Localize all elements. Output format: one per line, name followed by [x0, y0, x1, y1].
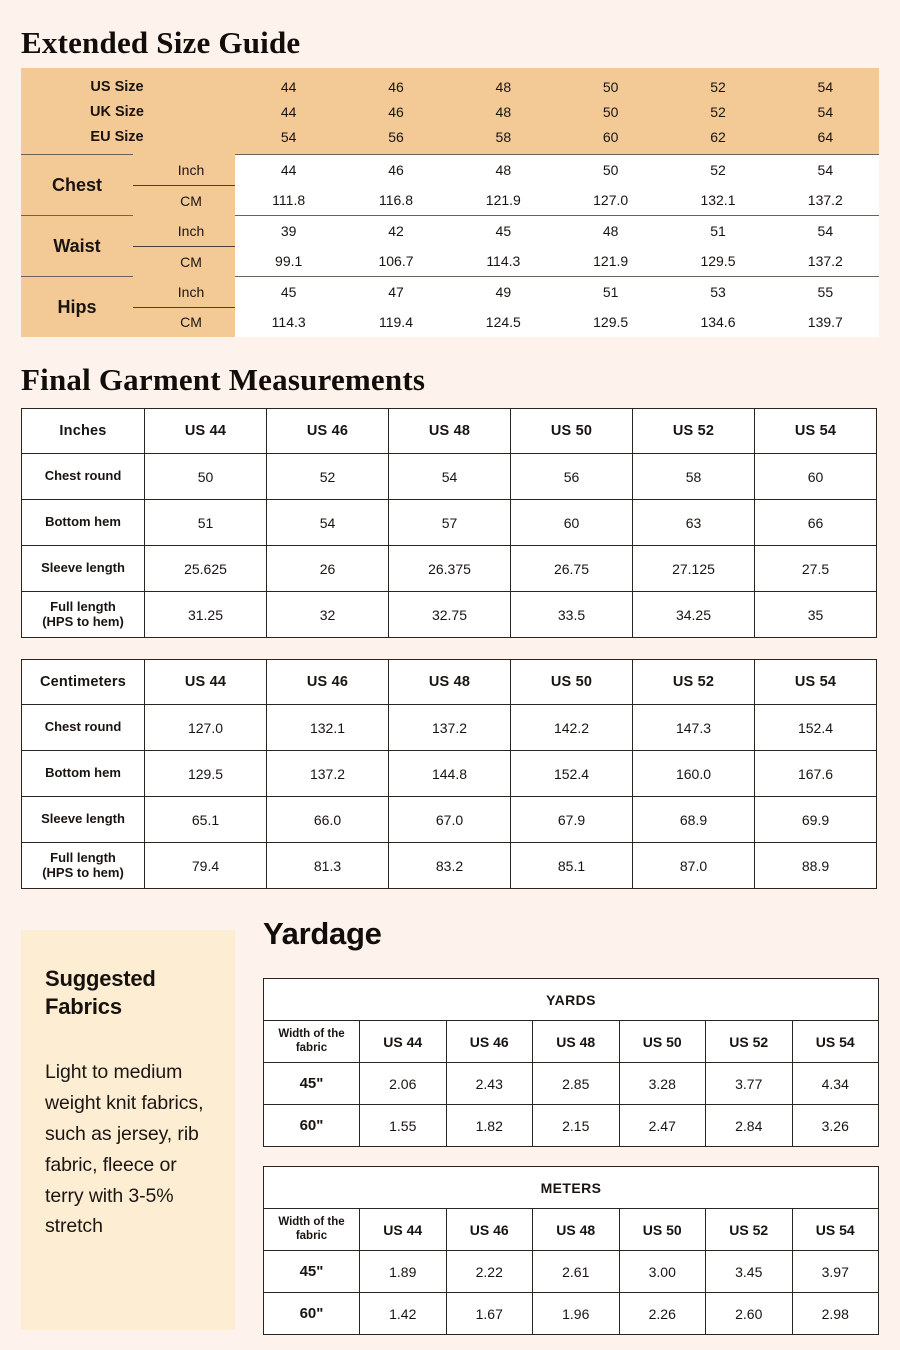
garment-value-cell: 32 [267, 592, 389, 638]
yardage-width-of-fabric-label [264, 1021, 360, 1063]
page-title-extended-size-guide: Extended Size Guide [21, 25, 301, 60]
size-value-cell: 52 [664, 99, 771, 124]
yardage-size-header: US 44 [360, 1209, 447, 1251]
garment-size-header: US 52 [633, 660, 755, 705]
size-guide-body-rows [21, 155, 879, 338]
measurement-value-cell: 114.3 [450, 246, 557, 277]
garment-size-header: US 54 [755, 660, 877, 705]
garment-value-cell: 69.9 [755, 797, 877, 843]
size-row-label: US Size [21, 68, 235, 99]
garment-size-header: US 54 [755, 409, 877, 454]
measurement-value-cell: 129.5 [664, 246, 771, 277]
garment-size-header: US 44 [145, 409, 267, 454]
yardage-size-header: US 48 [533, 1209, 620, 1251]
garment-value-cell: 127.0 [145, 705, 267, 751]
measurement-row [21, 155, 879, 186]
yardage-size-header: US 52 [706, 1209, 793, 1251]
yardage-width-of-fabric-label [264, 1209, 360, 1251]
garment-size-header: US 44 [145, 660, 267, 705]
yardage-value-cell: 2.26 [619, 1293, 706, 1335]
size-guide-header-rows [21, 68, 879, 155]
table-row [22, 705, 877, 751]
size-value-cell: 54 [772, 99, 879, 124]
measurement-row [21, 216, 879, 247]
garment-value-cell: 60 [755, 454, 877, 500]
garment-value-cell: 160.0 [633, 751, 755, 797]
table-row [264, 1063, 879, 1105]
yardage-value-cell: 1.82 [446, 1105, 533, 1147]
garment-row-label: Sleeve length [22, 797, 145, 843]
garment-value-cell: 34.25 [633, 592, 755, 638]
measurement-row [21, 307, 879, 337]
garment-value-cell: 152.4 [755, 705, 877, 751]
measurement-unit-label: CM [133, 307, 235, 337]
table-row [22, 751, 877, 797]
measurement-value-cell: 124.5 [450, 307, 557, 337]
measurement-value-cell: 134.6 [664, 307, 771, 337]
yardage-header-row [264, 1209, 879, 1251]
yardage-value-cell: 2.15 [533, 1105, 620, 1147]
size-row-us-size [21, 68, 879, 99]
measurement-value-cell: 45 [235, 277, 342, 308]
section-title-yardage: Yardage [263, 916, 382, 951]
garment-value-cell: 68.9 [633, 797, 755, 843]
garment-size-header: US 48 [389, 660, 511, 705]
yardage-table-title-yards: YARDS [264, 979, 879, 1021]
garment-value-cell: 27.5 [755, 546, 877, 592]
garment-row-label-line1: Full length [50, 598, 116, 614]
measurement-value-cell: 39 [235, 216, 342, 247]
size-value-cell: 54 [772, 68, 879, 99]
width-label-line2: fabric [295, 1229, 328, 1242]
suggested-fabrics-panel [21, 930, 235, 1330]
size-value-cell: 48 [450, 99, 557, 124]
table-row [22, 454, 877, 500]
garment-value-cell: 88.9 [755, 843, 877, 889]
garment-value-cell: 50 [145, 454, 267, 500]
garment-value-cell: 63 [633, 500, 755, 546]
suggested-fabrics-body-text: Light to medium weight knit fabrics, such as jersey, rib fabric, fleece or terry with 3-5% stretch [45, 1061, 204, 1238]
garment-value-cell: 35 [755, 592, 877, 638]
measurement-value-cell: 54 [772, 216, 879, 247]
garment-value-cell: 66 [755, 500, 877, 546]
measurement-value-cell: 114.3 [235, 307, 342, 337]
size-row-label: EU Size [21, 124, 235, 155]
yardage-value-cell: 2.85 [533, 1063, 620, 1105]
measurement-value-cell: 121.9 [557, 246, 664, 277]
yardage-title-row [264, 1167, 879, 1209]
yardage-size-header: US 54 [792, 1209, 879, 1251]
measurement-row [21, 246, 879, 277]
measurement-value-cell: 51 [664, 216, 771, 247]
size-row-eu-size [21, 124, 879, 155]
table-row [22, 546, 877, 592]
measurement-value-cell: 119.4 [342, 307, 449, 337]
table-body [22, 705, 877, 889]
garment-value-cell: 144.8 [389, 751, 511, 797]
suggested-fabrics-title-line2: Fabrics [45, 994, 122, 1020]
garment-value-cell: 32.75 [389, 592, 511, 638]
measurement-value-cell: 53 [664, 277, 771, 308]
measurement-value-cell: 137.2 [772, 185, 879, 216]
yardage-value-cell: 4.34 [792, 1063, 879, 1105]
garment-value-cell: 26.75 [511, 546, 633, 592]
size-value-cell: 44 [235, 68, 342, 99]
yardage-size-header: US 52 [706, 1021, 793, 1063]
measurement-value-cell: 137.2 [772, 246, 879, 277]
garment-value-cell: 26.375 [389, 546, 511, 592]
measurement-value-cell: 44 [235, 155, 342, 186]
yardage-title-row [264, 979, 879, 1021]
size-value-cell: 58 [450, 124, 557, 155]
garment-row-label-line2: (HPS to hem) [42, 613, 124, 629]
garment-value-cell: 142.2 [511, 705, 633, 751]
table-header-row [22, 660, 877, 705]
size-value-cell: 60 [557, 124, 664, 155]
yardage-value-cell: 3.00 [619, 1251, 706, 1293]
yardage-size-header: US 44 [360, 1021, 447, 1063]
garment-value-cell: 56 [511, 454, 633, 500]
table-header-row [22, 409, 877, 454]
garment-value-cell: 85.1 [511, 843, 633, 889]
garment-value-cell: 54 [389, 454, 511, 500]
measurement-value-cell: 139.7 [772, 307, 879, 337]
width-label-line2: fabric [295, 1041, 328, 1054]
size-value-cell: 50 [557, 68, 664, 99]
size-value-cell: 52 [664, 68, 771, 99]
yardage-table-title-meters: METERS [264, 1167, 879, 1209]
yardage-size-header: US 50 [619, 1021, 706, 1063]
yardage-value-cell: 1.42 [360, 1293, 447, 1335]
size-value-cell: 46 [342, 68, 449, 99]
garment-value-cell: 54 [267, 500, 389, 546]
garment-row-label-line2: (HPS to hem) [42, 864, 124, 880]
garment-size-header: US 46 [267, 660, 389, 705]
measurement-value-cell: 51 [557, 277, 664, 308]
garment-value-cell: 147.3 [633, 705, 755, 751]
table-body [22, 454, 877, 638]
garment-value-cell: 25.625 [145, 546, 267, 592]
yardage-header-row [264, 1021, 879, 1063]
measurement-unit-label: Inch [133, 216, 235, 247]
table-row [264, 1293, 879, 1335]
garment-value-cell: 137.2 [267, 751, 389, 797]
table-body [264, 1167, 879, 1335]
garment-value-cell: 81.3 [267, 843, 389, 889]
yardage-size-header: US 50 [619, 1209, 706, 1251]
garment-size-header: US 52 [633, 409, 755, 454]
yardage-value-cell: 2.43 [446, 1063, 533, 1105]
garment-value-cell: 65.1 [145, 797, 267, 843]
yardage-fabric-width-label: 45" [264, 1063, 360, 1105]
garment-value-cell: 83.2 [389, 843, 511, 889]
garment-value-cell: 60 [511, 500, 633, 546]
yardage-value-cell: 3.45 [706, 1251, 793, 1293]
size-value-cell: 56 [342, 124, 449, 155]
measurement-unit-label: CM [133, 185, 235, 216]
size-value-cell: 62 [664, 124, 771, 155]
measurement-value-cell: 42 [342, 216, 449, 247]
garment-value-cell: 57 [389, 500, 511, 546]
size-value-cell: 64 [772, 124, 879, 155]
garment-value-cell: 79.4 [145, 843, 267, 889]
size-guide-table [21, 68, 879, 337]
size-value-cell: 44 [235, 99, 342, 124]
size-value-cell: 54 [235, 124, 342, 155]
table-row [264, 1251, 879, 1293]
garment-value-cell: 132.1 [267, 705, 389, 751]
measurement-row [21, 185, 879, 216]
yardage-value-cell: 2.22 [446, 1251, 533, 1293]
garment-unit-header: Centimeters [22, 660, 145, 705]
yardage-value-cell: 2.60 [706, 1293, 793, 1335]
garment-value-cell: 27.125 [633, 546, 755, 592]
measurement-row [21, 277, 879, 308]
garment-value-cell: 26 [267, 546, 389, 592]
yardage-value-cell: 3.77 [706, 1063, 793, 1105]
garment-unit-header: Inches [22, 409, 145, 454]
garment-value-cell: 52 [267, 454, 389, 500]
size-row-uk-size [21, 99, 879, 124]
measurement-value-cell: 121.9 [450, 185, 557, 216]
garment-row-label: Bottom hem [22, 500, 145, 546]
yardage-value-cell: 1.55 [360, 1105, 447, 1147]
yardage-fabric-width-label: 60" [264, 1293, 360, 1335]
garment-row-label: Chest round [22, 454, 145, 500]
garment-size-header: US 50 [511, 409, 633, 454]
table-row [22, 500, 877, 546]
measurement-value-cell: 111.8 [235, 185, 342, 216]
table-row [22, 592, 877, 638]
yardage-size-header: US 46 [446, 1021, 533, 1063]
measurement-name-hips: Hips [21, 277, 133, 338]
measurement-value-cell: 45 [450, 216, 557, 247]
garment-size-header: US 50 [511, 660, 633, 705]
size-row-label: UK Size [21, 99, 235, 124]
garment-value-cell: 33.5 [511, 592, 633, 638]
measurement-value-cell: 116.8 [342, 185, 449, 216]
measurement-value-cell: 48 [450, 155, 557, 186]
yardage-value-cell: 2.61 [533, 1251, 620, 1293]
yardage-value-cell: 2.47 [619, 1105, 706, 1147]
garment-value-cell: 167.6 [755, 751, 877, 797]
garment-value-cell: 67.0 [389, 797, 511, 843]
garment-row-label: Sleeve length [22, 546, 145, 592]
size-value-cell: 50 [557, 99, 664, 124]
measurement-name-chest: Chest [21, 155, 133, 216]
garment-value-cell: 67.9 [511, 797, 633, 843]
yardage-fabric-width-label: 60" [264, 1105, 360, 1147]
measurement-value-cell: 49 [450, 277, 557, 308]
measurement-value-cell: 106.7 [342, 246, 449, 277]
size-value-cell: 46 [342, 99, 449, 124]
yardage-size-header: US 46 [446, 1209, 533, 1251]
table-body [264, 979, 879, 1147]
garment-value-cell: 58 [633, 454, 755, 500]
garment-row-label [22, 592, 145, 638]
yardage-value-cell: 2.98 [792, 1293, 879, 1335]
measurement-value-cell: 99.1 [235, 246, 342, 277]
measurement-value-cell: 54 [772, 155, 879, 186]
garment-size-header: US 48 [389, 409, 511, 454]
suggested-fabrics-title [45, 965, 211, 1021]
section-title-final-garment-measurements: Final Garment Measurements [21, 362, 426, 397]
yardage-meters-table [263, 1166, 879, 1335]
table-row [22, 843, 877, 889]
yardage-yards-table [263, 978, 879, 1147]
measurement-value-cell: 48 [557, 216, 664, 247]
garment-row-label-line1: Full length [50, 849, 116, 865]
garment-row-label: Bottom hem [22, 751, 145, 797]
width-label-line1: Width of the [278, 1028, 345, 1041]
garment-size-header: US 46 [267, 409, 389, 454]
garment-value-cell: 66.0 [267, 797, 389, 843]
yardage-value-cell: 1.89 [360, 1251, 447, 1293]
measurement-value-cell: 50 [557, 155, 664, 186]
measurement-value-cell: 127.0 [557, 185, 664, 216]
garment-value-cell: 152.4 [511, 751, 633, 797]
yardage-value-cell: 2.06 [360, 1063, 447, 1105]
yardage-value-cell: 2.84 [706, 1105, 793, 1147]
garment-value-cell: 31.25 [145, 592, 267, 638]
measurement-value-cell: 46 [342, 155, 449, 186]
measurement-value-cell: 129.5 [557, 307, 664, 337]
yardage-value-cell: 3.28 [619, 1063, 706, 1105]
yardage-value-cell: 3.26 [792, 1105, 879, 1147]
measurement-unit-label: CM [133, 246, 235, 277]
garment-value-cell: 137.2 [389, 705, 511, 751]
measurement-value-cell: 55 [772, 277, 879, 308]
garment-row-label [22, 843, 145, 889]
garment-measurements-inches-table [21, 408, 877, 638]
yardage-fabric-width-label: 45" [264, 1251, 360, 1293]
yardage-size-header: US 54 [792, 1021, 879, 1063]
garment-value-cell: 51 [145, 500, 267, 546]
garment-value-cell: 87.0 [633, 843, 755, 889]
suggested-fabrics-title-line1: Suggested [45, 966, 156, 991]
garment-row-label: Chest round [22, 705, 145, 751]
measurement-unit-label: Inch [133, 155, 235, 186]
yardage-size-header: US 48 [533, 1021, 620, 1063]
size-value-cell: 48 [450, 68, 557, 99]
measurement-value-cell: 52 [664, 155, 771, 186]
measurement-unit-label: Inch [133, 277, 235, 308]
yardage-value-cell: 3.97 [792, 1251, 879, 1293]
width-label-line1: Width of the [278, 1216, 345, 1229]
yardage-value-cell: 1.67 [446, 1293, 533, 1335]
table-row [264, 1105, 879, 1147]
table-row [22, 797, 877, 843]
garment-value-cell: 129.5 [145, 751, 267, 797]
garment-measurements-centimeters-table [21, 659, 877, 889]
measurement-name-waist: Waist [21, 216, 133, 277]
yardage-value-cell: 1.96 [533, 1293, 620, 1335]
measurement-value-cell: 47 [342, 277, 449, 308]
measurement-value-cell: 132.1 [664, 185, 771, 216]
